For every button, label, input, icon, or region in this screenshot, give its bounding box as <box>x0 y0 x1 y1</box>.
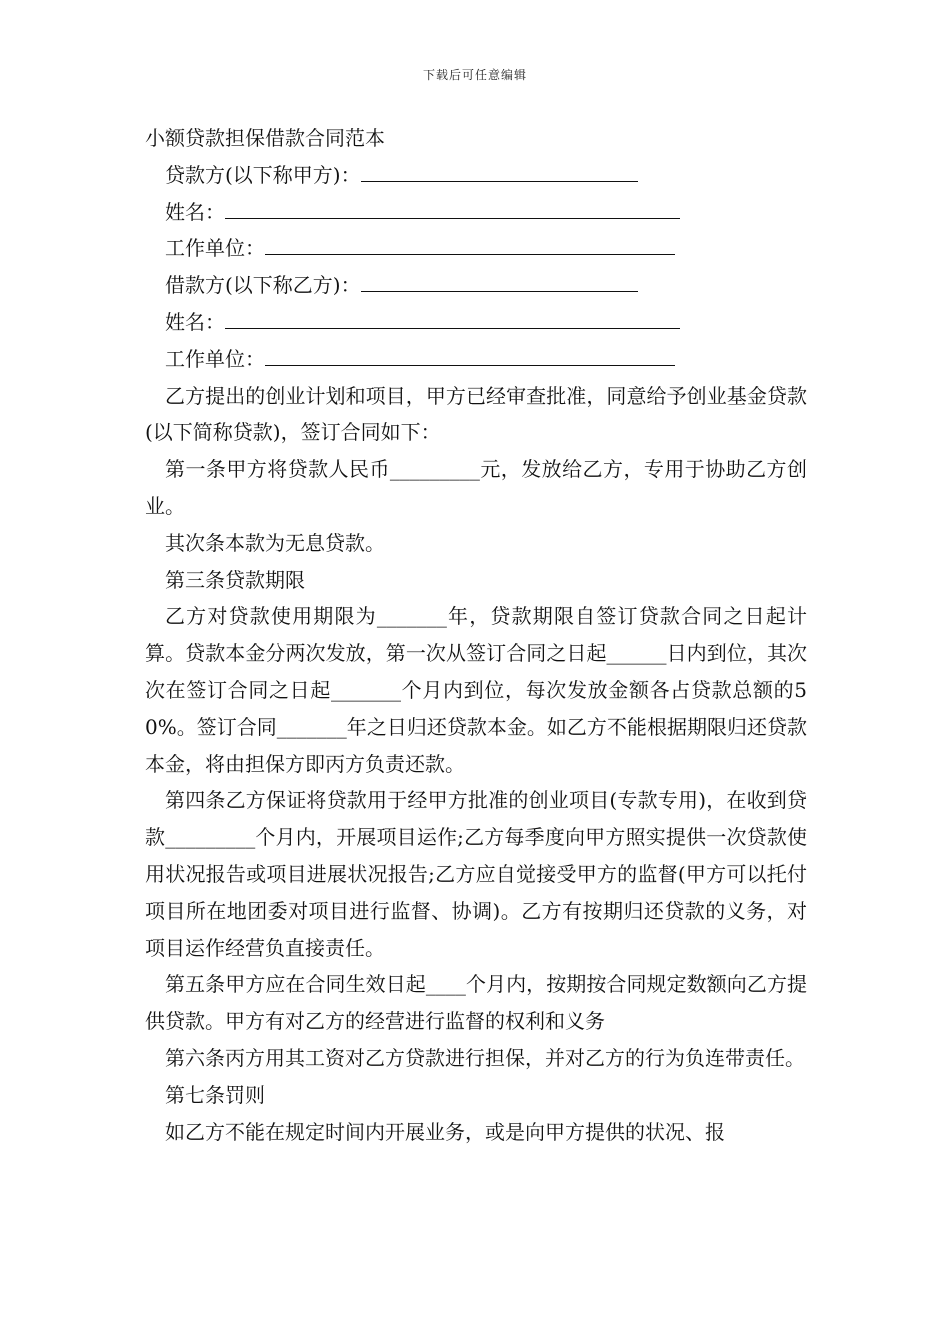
lender-blank <box>361 159 638 182</box>
article-7-title: 第七条罚则 <box>165 1082 265 1107</box>
article-3-text-5: 年之日归还贷款本金。如乙方不能根据期限归还贷款本金，将由担保方即丙方负责还款。 <box>145 714 808 776</box>
article-1-text-b: 元，发放给乙方，专用于协助乙方创业。 <box>145 457 808 518</box>
article-5-text-1: 第五条甲方应在合同生效日起 <box>165 972 426 997</box>
article-1-text-a: 第一条甲方将贷款人民币 <box>165 457 390 482</box>
article-3-blank-2: ______ <box>606 641 667 666</box>
article-3-text-2: 年，贷款期限自签订贷款合同之日起计算。贷款本金分两次发放，第一次从签订合同之日起 <box>145 604 808 666</box>
article-7: 如乙方不能在规定时间内开展业务，或是向甲方提供的状况、报 <box>165 1119 725 1144</box>
contract-body <box>145 120 807 1150</box>
lender-work-field <box>145 230 807 267</box>
document-title: 小额贷款担保借款合同范本 <box>145 126 385 150</box>
lender-label: 贷款方(以下称甲方)： <box>165 162 361 187</box>
article-3-text-3: 日内到位，其次次在签订合同之日起 <box>145 641 808 702</box>
article-3-title: 第三条贷款期限 <box>165 567 305 592</box>
article-3 <box>145 598 807 782</box>
header-note: 下载后可任意编辑 <box>422 68 527 82</box>
article-4 <box>145 782 807 966</box>
borrower-blank <box>361 269 638 292</box>
article-4-text-2: 个月内，开展项目运作;乙方每季度向甲方照实提供一次贷款使用状况报告或项目进展状况报告;乙方应自觉接受甲方的监督(甲方可以托付项目所在地团委对项目进行监督、协调)。乙方有按期归还贷款的义务，对项目运作经营负直接责任。 <box>145 825 807 960</box>
article-1-blank: _________ <box>389 457 480 482</box>
article-3-text-4: 个月内到位，每次发放金额各占贷款总额的50%。签订合同 <box>145 677 807 739</box>
article-1 <box>145 451 807 525</box>
lender-name-label: 姓名： <box>165 199 225 224</box>
article-3-blank-3: _______ <box>330 677 401 702</box>
borrower-name-blank <box>225 306 680 329</box>
borrower-work-label: 工作单位： <box>165 346 265 371</box>
article-3-text-1: 乙方对贷款使用期限为 <box>165 604 377 629</box>
borrower-name-field <box>145 304 807 341</box>
borrower-name-label: 姓名： <box>165 309 225 334</box>
article-5-blank-1: ____ <box>425 972 466 997</box>
lender-field <box>145 157 807 194</box>
article-4-text-1: 第四条乙方保证将贷款用于经甲方批准的创业项目(专款专用)，在收到贷款 <box>145 788 807 850</box>
article-3-blank-4: _______ <box>276 714 347 739</box>
article-4-blank-1: _________ <box>165 825 256 850</box>
intro-paragraph: 乙方提出的创业计划和项目，甲方已经审查批准，同意给予创业基金贷款(以下简称贷款)，签订合同如下： <box>145 383 807 445</box>
article-5-text-2: 个月内，按期按合同规定数额向乙方提供贷款。甲方有对乙方的经营进行监督的权利和义务 <box>145 972 808 1034</box>
borrower-work-blank <box>265 343 675 366</box>
borrower-label: 借款方(以下称乙方)： <box>165 273 361 298</box>
borrower-work-field <box>145 341 807 378</box>
lender-name-field <box>145 194 807 231</box>
article-3-blank-1: _______ <box>376 604 447 629</box>
borrower-field <box>145 267 807 304</box>
article-2: 其次条本款为无息贷款。 <box>165 530 385 555</box>
lender-name-blank <box>225 196 680 219</box>
article-5 <box>145 966 807 1040</box>
lender-work-blank <box>265 232 675 255</box>
article-6: 第六条丙方用其工资对乙方贷款进行担保，并对乙方的行为负连带责任。 <box>165 1045 805 1070</box>
lender-work-label: 工作单位： <box>165 236 265 261</box>
